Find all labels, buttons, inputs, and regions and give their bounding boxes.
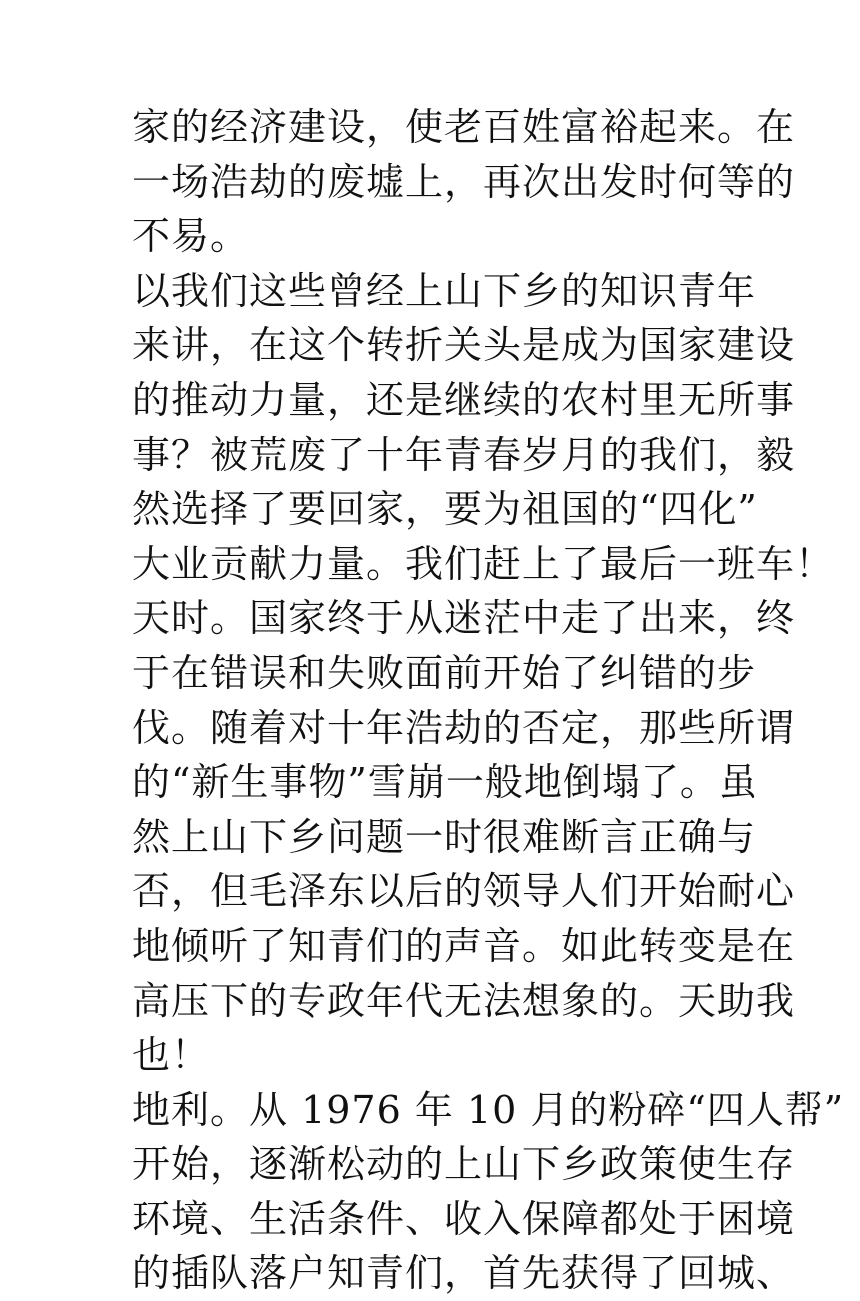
text-line: 高压下的专政年代无法想象的。天助我	[132, 978, 796, 1023]
text-line: 否，但毛泽东以后的领导人们开始耐心	[132, 869, 796, 914]
text-line: 的插队落户知青们，首先获得了回城、	[132, 1251, 796, 1296]
text-line: 以我们这些曾经上山下乡的知识青年	[132, 268, 757, 313]
text-line: 家的经济建设，使老百姓富裕起来。在	[132, 105, 796, 149]
text-line: 不易。	[132, 214, 250, 259]
text-line: 于在错误和失败面前开始了纠错的步	[132, 650, 757, 695]
text-line: 大业贡献力量。我们赶上了最后一班车！	[132, 541, 835, 586]
text-line: 事？被荒废了十年青春岁月的我们，毅	[132, 432, 796, 477]
text-line: 的“新生事物”雪崩一般地倒塌了。虽	[132, 760, 758, 805]
text-line: 伐。随着对十年浩劫的否定，那些所谓	[132, 705, 796, 750]
text-line: 来讲，在这个转折关头是成为国家建设	[132, 323, 796, 368]
text-line: 的推动力量，还是继续的农村里无所事	[132, 377, 796, 422]
text-line: 开始，逐渐松动的上山下乡政策使生存	[132, 1142, 796, 1187]
text-line: 地利。从 1976 年 10 月的粉碎“四人帮”	[132, 1087, 845, 1132]
text-line: 然上山下乡问题一时很难断言正确与	[132, 814, 757, 859]
text-line: 一场浩劫的废墟上，再次出发时何等的	[132, 159, 796, 204]
text-line: 地倾听了知青们的声音。如此转变是在	[132, 923, 796, 968]
text-line: 环境、生活条件、收入保障都处于困境	[132, 1196, 796, 1241]
text-line: 天时。国家终于从迷茫中走了出来，终	[132, 596, 796, 641]
body-text	[132, 100, 845, 1301]
text-line: 也！	[132, 1033, 211, 1078]
text-line: 然选择了要回家，要为祖国的“四化”	[132, 487, 758, 532]
